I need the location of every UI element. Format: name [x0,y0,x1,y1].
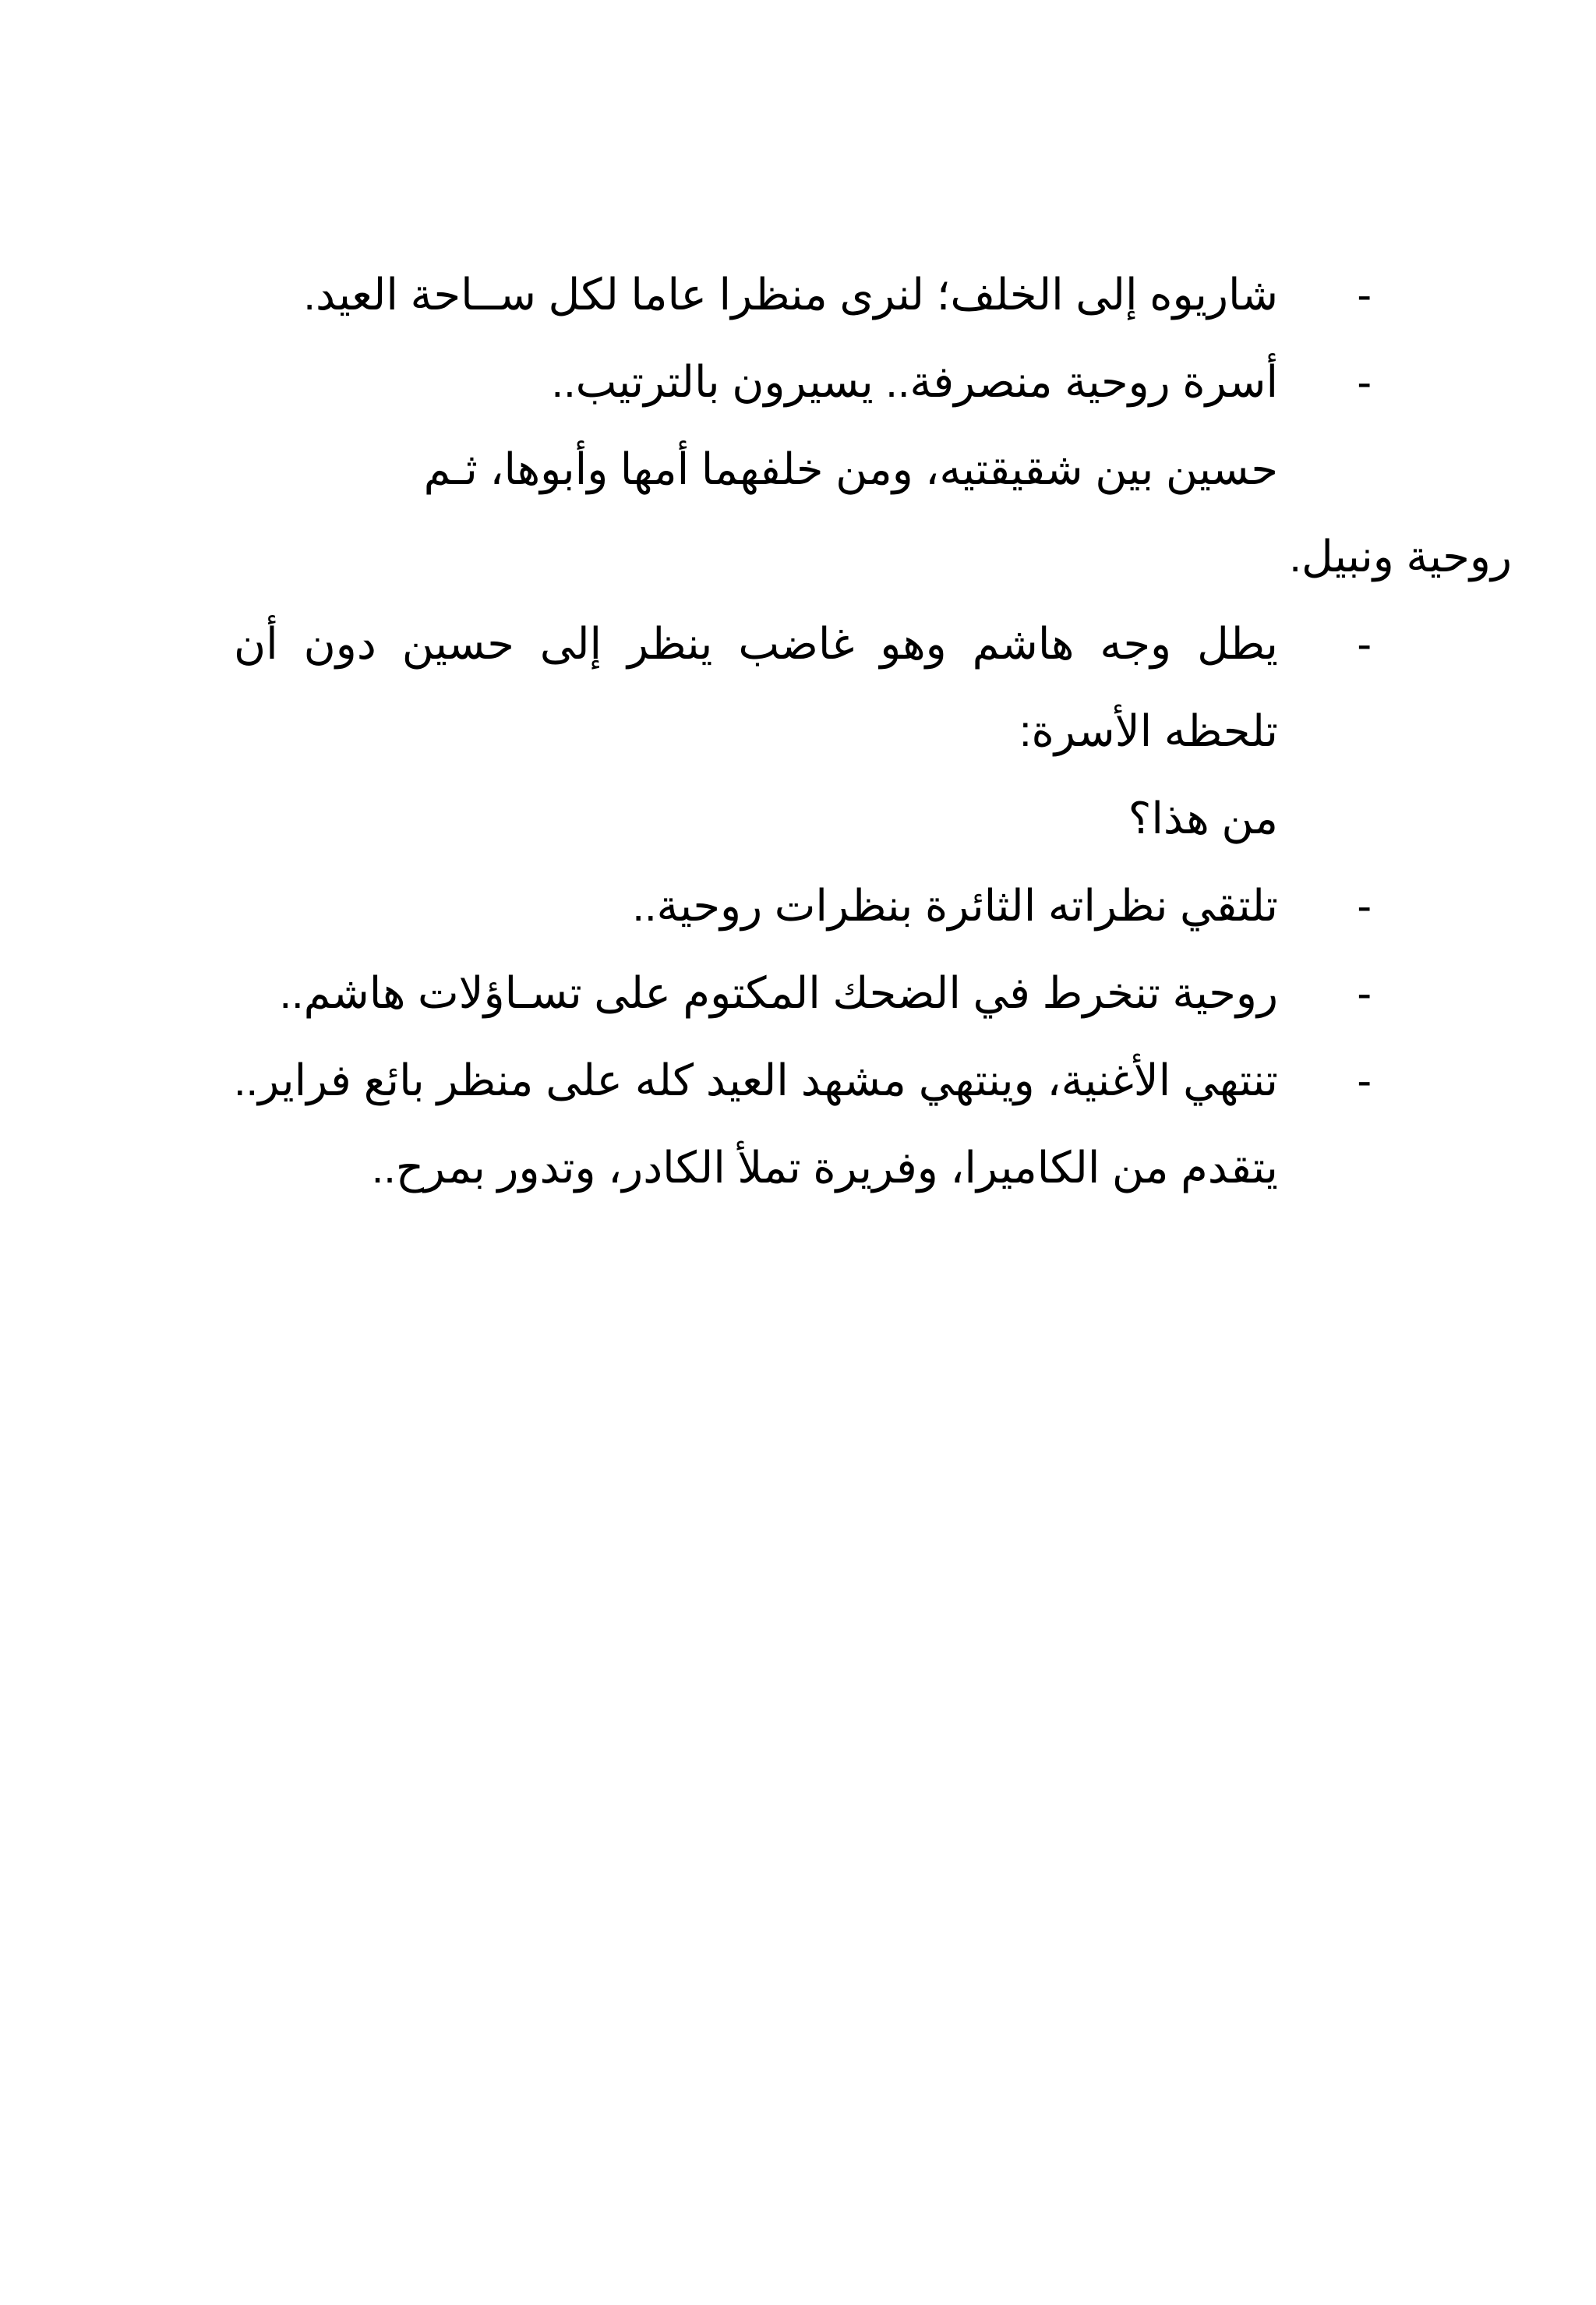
screenplay-text [234,251,1512,1211]
paragraph-text: روحية تنخرط في الضحك المكتوم على تسـاؤلات هاشم.. [279,968,1278,1017]
paragraph-text: تنتهي الأغنية، وينتهي مشهد العيد كله على منظر بائع فراير.. يتقدم من الكاميرا، وفريرة تملأ الكادر، وتدور بمرح.. [234,1055,1278,1192]
bullet-dash: - [1357,270,1372,319]
bullet-paragraph-5 [234,949,1372,1037]
bullet-dash: - [1357,357,1372,406]
bullet-paragraph-3 [234,600,1372,775]
continuation-line-1: حسين بين شقيقتيه، ومن خلفهما أمها وأبوها، ثـم [423,444,1278,493]
continuation-line-2: من هذا؟ [1128,794,1278,843]
bullet-dash: - [1357,881,1372,930]
bullet-dash: - [1357,1055,1372,1105]
bullet-paragraph-4 [234,862,1372,949]
bullet-paragraph-1 [234,251,1372,338]
paragraph-text: شاريوه إلى الخلف؛ لنرى منظرا عاما لكل ســاحة العيد. [303,270,1278,319]
outdent-line: روحية ونبيل. [1289,532,1512,581]
bullet-dash: - [1357,968,1372,1017]
paragraph-text: تلتقي نظراته الثائرة بنظرات روحية.. [632,881,1278,930]
bullet-paragraph-6 [234,1037,1372,1211]
bullet-dash: - [1357,619,1372,668]
paragraph-text: يطل وجه هاشم وهو غاضب ينظر إلى حسين دون أن تلحظه الأسرة: [234,619,1278,755]
paragraph-text: أسرة روحية منصرفة.. يسيرون بالترتيب.. [551,357,1278,406]
bullet-paragraph-2 [234,338,1372,426]
